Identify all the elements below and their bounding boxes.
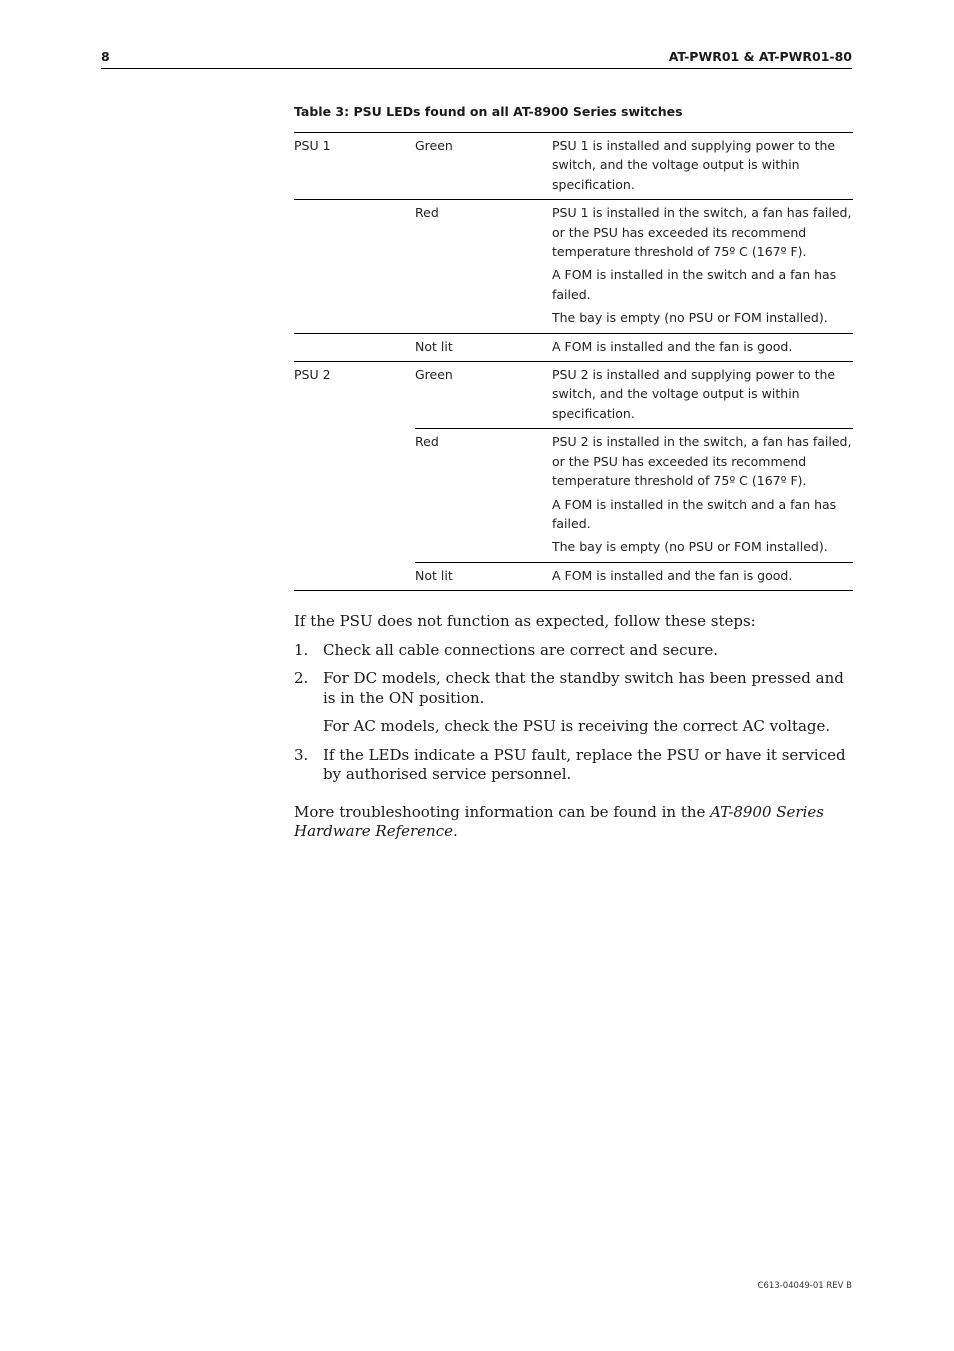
psu-cell	[294, 200, 415, 208]
page-header	[101, 48, 852, 69]
table-row	[294, 200, 853, 333]
description-cell	[552, 133, 853, 199]
step-subtext: For AC models, check the PSU is receiving the correct AC voltage.	[323, 717, 831, 735]
more-info-prefix: More troubleshooting information can be found in the	[294, 802, 711, 821]
led-cell: Not lit	[415, 338, 453, 354]
table-row	[294, 133, 853, 200]
led-cell: Green	[415, 367, 453, 383]
description-text: PSU 1 is installed and supplying power to the switch, and the voltage output is within specification.	[552, 138, 836, 192]
more-info-paragraph	[294, 803, 854, 842]
description-cell	[552, 200, 853, 332]
psu-cell	[294, 429, 415, 437]
steps-list	[294, 641, 854, 785]
reference-title: AT-8900 Series Hardware Reference	[294, 802, 824, 840]
list-item	[294, 746, 854, 785]
step-number: 1.	[294, 640, 309, 659]
psu-cell	[294, 562, 415, 570]
description-text: PSU 1 is installed in the switch, a fan has failed, or the PSU has exceeded its recommend temperature threshold of 75º C (167º F).	[552, 205, 852, 260]
description-text: The bay is empty (no PSU or FOM installed).	[552, 539, 828, 555]
description-cell	[552, 334, 853, 361]
led-cell: Red	[415, 434, 439, 450]
description-text: PSU 2 is installed and supplying power to the switch, and the voltage output is within specification.	[552, 367, 836, 421]
list-item	[294, 669, 854, 737]
intro-paragraph: If the PSU does not function as expected, follow these steps:	[294, 612, 756, 630]
psu-led-table	[294, 132, 853, 591]
table-row	[294, 429, 853, 562]
description-cell	[552, 563, 853, 590]
more-info-suffix: .	[452, 822, 458, 840]
psu-cell: PSU 2	[294, 367, 331, 383]
table-row	[294, 562, 853, 590]
description-text: A FOM is installed in the switch and a fan has failed.	[552, 496, 837, 531]
description-text: The bay is empty (no PSU or FOM installed).	[552, 310, 828, 326]
step-number: 2.	[294, 669, 309, 687]
document-code: C613-04049-01 REV B	[757, 1281, 852, 1291]
table-row	[294, 333, 853, 361]
led-cell: Red	[415, 205, 439, 221]
list-item	[294, 641, 854, 661]
page-number: 8	[101, 49, 110, 64]
table-caption: Table 3: PSU LEDs found on all AT-8900 Series switches	[294, 104, 683, 119]
step-number: 3.	[294, 745, 309, 764]
step-text: If the LEDs indicate a PSU fault, replace the PSU or have it serviced by authorised service personnel.	[323, 745, 846, 783]
description-cell	[552, 429, 853, 561]
description-cell	[552, 362, 853, 428]
led-cell: Not lit	[415, 567, 453, 583]
document-title: AT-PWR01 & AT-PWR01-80	[668, 49, 852, 64]
description-text: PSU 2 is installed in the switch, a fan has failed, or the PSU has exceeded its recommend temperature threshold of 75º C (167º F).	[552, 434, 852, 489]
table-row	[294, 362, 853, 429]
troubleshooting-section	[294, 612, 854, 842]
description-text: A FOM is installed and the fan is good.	[552, 338, 793, 354]
description-text: A FOM is installed in the switch and a fan has failed.	[552, 267, 837, 302]
led-cell: Green	[415, 138, 453, 153]
step-text: For DC models, check that the standby switch has been pressed and is in the ON position.	[323, 669, 844, 707]
psu-cell: PSU 1	[294, 138, 331, 153]
description-text: A FOM is installed and the fan is good.	[552, 567, 793, 583]
step-text: Check all cable connections are correct and secure.	[323, 640, 719, 659]
psu-cell	[294, 334, 415, 342]
